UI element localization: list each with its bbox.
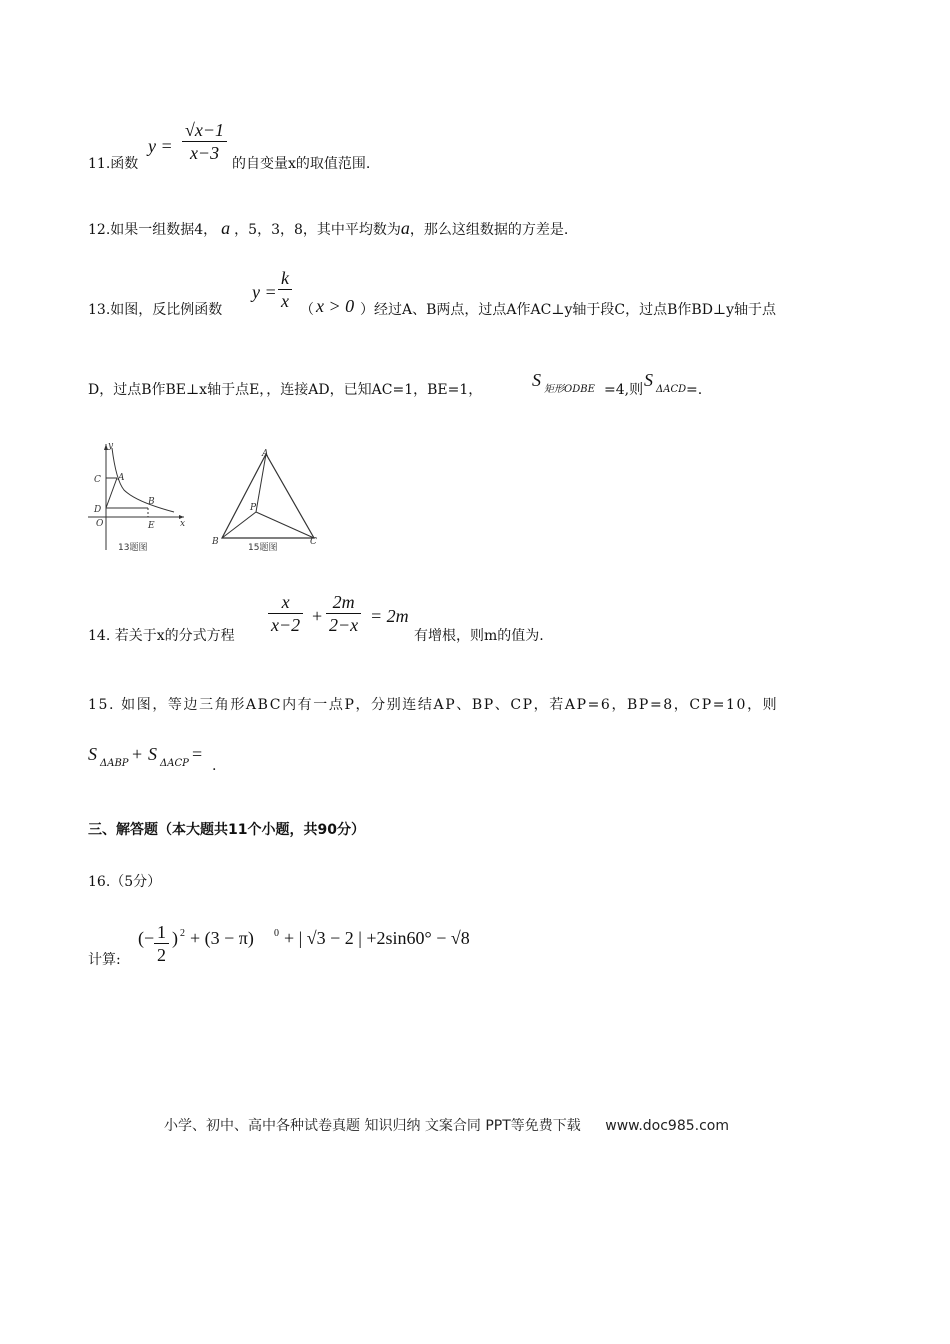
q15-plus: + [132, 744, 143, 764]
fig13-label-b: B [148, 497, 155, 507]
q15-s1-sub: ΔABP [100, 758, 129, 769]
fig13-label-c: C [94, 475, 101, 485]
q16-part3: + | √3 − 2 | +2sin60° − √8 [284, 928, 470, 948]
figure-13 [84, 440, 192, 558]
footer-url[interactable]: www.doc985.com [605, 1118, 729, 1134]
fig15-caption: 15题图 [248, 543, 278, 553]
q13-s-rect-sub: 矩形ODBE [544, 384, 595, 395]
q16-number: 16.（5分） [88, 874, 162, 890]
q11-number: 11.函数 [88, 156, 139, 172]
q14-n2: 2m [332, 592, 355, 612]
q14-fraction2 [326, 592, 361, 635]
footer [164, 1116, 729, 1136]
q16-half-num: 1 [157, 922, 166, 942]
fig13-label-d: D [94, 505, 102, 515]
q15-eq: = [192, 744, 203, 764]
q14-n1: x [281, 592, 290, 612]
q13-func-lhs: y = [252, 282, 277, 302]
q11-func-lhs: y = [148, 136, 173, 156]
fig13-label-a: A [118, 473, 125, 483]
q12-text-end: ，那么这组数据的方差是. [409, 222, 569, 238]
q13-cond-open: （ [300, 302, 314, 318]
fig15-label-b: B [212, 537, 219, 547]
q14-text-after: 有增根，则m的值为. [414, 628, 544, 644]
q11-text-after: 的自变量x的取值范围. [232, 156, 371, 172]
q12-text: 12.如果一组数据4， [88, 222, 218, 238]
q11-numerator: √x−1 [185, 120, 225, 140]
section3-title: 三、解答题（本大题共11个小题，共90分） [88, 822, 365, 838]
q15-dot: . [212, 758, 217, 774]
q13-eq4: =4,则 [604, 382, 644, 398]
fig15-label-a: A [262, 449, 269, 459]
q13-number: 13.如图，反比例函数 [88, 302, 223, 318]
q12-text-mid: ，5，3，8，其中平均数为 [234, 222, 401, 238]
q14-d1: x−2 [268, 613, 303, 635]
q16-exp0: 0 [274, 928, 279, 939]
fig13-label-e: E [148, 521, 155, 531]
q13-s-tri-sub: ΔACD [656, 384, 687, 395]
footer-text: 小学、初中、高中各种试卷真题 知识归纳 文案合同 PPT等免费下载 [164, 1118, 581, 1134]
q14-number: 14. 若关于x的分式方程 [88, 628, 235, 644]
fig13-label-y: y [108, 441, 114, 451]
q15-s1: S [88, 744, 97, 764]
figure-15 [206, 446, 324, 558]
q12-var-a2: a [400, 218, 410, 238]
q12-var-a: a [221, 218, 231, 238]
q16-part2: + (3 − π) [190, 928, 254, 948]
q16-half [154, 922, 169, 965]
q16-label: 计算: [88, 952, 121, 968]
q11-denominator: x−3 [182, 141, 227, 163]
fig15-label-c: C [310, 537, 317, 547]
q14-rhs: = 2m [370, 606, 409, 626]
q13-text-after: ）经过A、B两点，过点A作AC⊥y轴于段C，过点B作BD⊥y轴于点 [360, 302, 776, 318]
q15-text: 15. 如图，等边三角形ABC内有一点P，分别连结AP、BP、CP，若AP=6，BP=8，CP=10，则 [88, 697, 779, 713]
fig13-label-x: x [180, 519, 186, 529]
q13-line2-start: D，过点B作BE⊥x轴于点E，，连接AD，已知AC=1，BE=1， [88, 382, 483, 398]
q11-fraction [182, 120, 227, 163]
q13-s-tri: S [644, 370, 653, 390]
q13-condition: x > 0 [316, 296, 355, 316]
q16-part1-close: ) [172, 928, 178, 948]
fig15-label-p: P [250, 503, 257, 513]
q15-s2: S [148, 744, 157, 764]
q13-fraction [278, 268, 292, 311]
q14-plus: + [312, 606, 323, 626]
q12 [88, 218, 568, 240]
q14-fraction1 [268, 592, 303, 635]
q15-line1 [88, 695, 778, 715]
q13-s-rect: S [532, 370, 541, 390]
q13-numerator: k [281, 268, 289, 288]
q16-exp2: 2 [180, 928, 185, 939]
q14-d2: 2−x [326, 613, 361, 635]
fig13-caption: 13题图 [118, 543, 148, 553]
q16-part1-open: (− [138, 928, 155, 948]
q13-eq-end: =. [686, 382, 703, 398]
q13-denominator: x [278, 289, 292, 311]
fig13-label-o: O [96, 519, 104, 529]
q15-s2-sub: ΔACP [160, 758, 189, 769]
q16-half-den: 2 [154, 943, 169, 965]
